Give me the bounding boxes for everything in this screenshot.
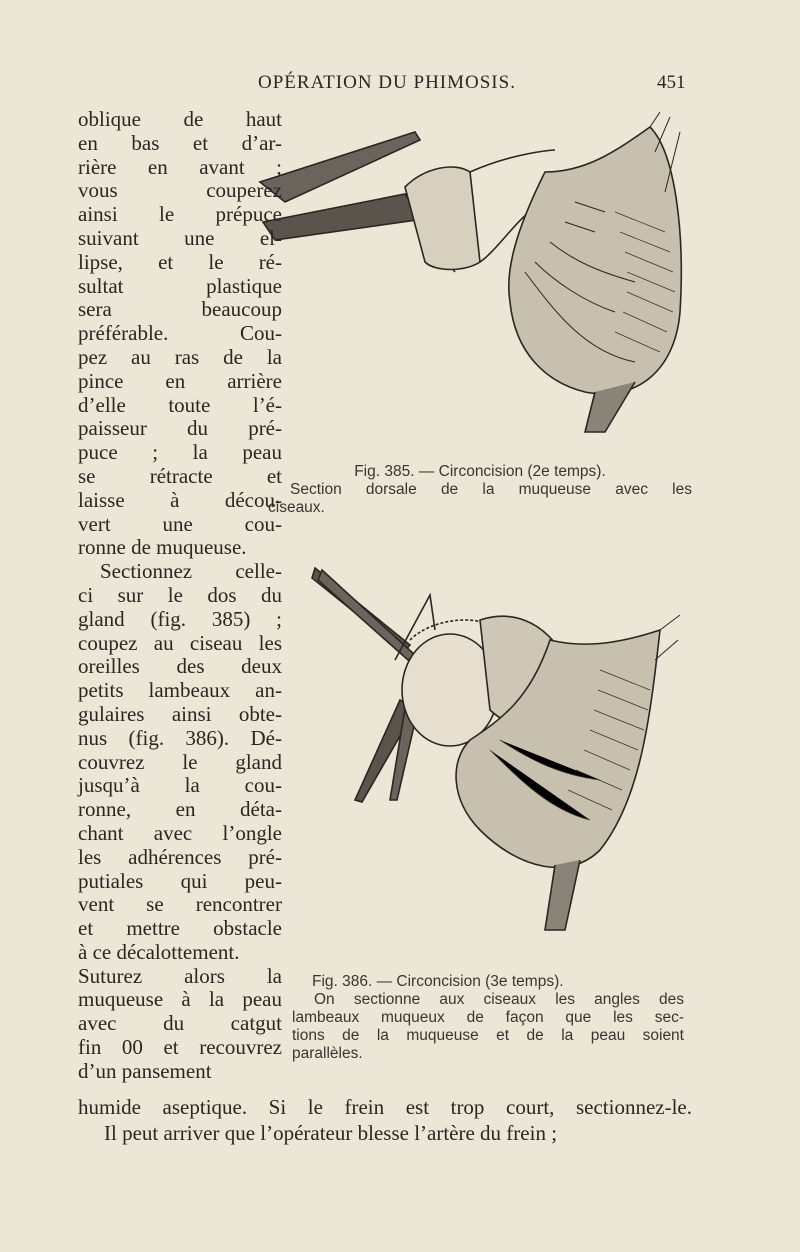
body-text-line: jusqu’à la cou- [78, 773, 282, 798]
body-text-line: d’un pansement [78, 1058, 212, 1083]
figure-386-caption [292, 973, 684, 1063]
body-text-line: pez au ras de la [78, 344, 282, 369]
figure-385-title: Fig. 385. — Circoncision (2e temps). [354, 463, 606, 480]
figure-386-line1: On sectionne aux ciseaux les angles des [314, 991, 684, 1008]
body-text-line: d’elle toute l’é- [78, 392, 282, 417]
body-text-line: préférable. Cou- [78, 321, 282, 346]
running-title: OPÉRATION DU PHIMOSIS. [258, 72, 516, 93]
body-text-line: suivant une el- [78, 225, 282, 250]
page-header [0, 72, 800, 102]
body-text-line: oblique de haut [78, 107, 282, 131]
body-text-line: fin 00 et recouvrez [78, 1035, 282, 1060]
body-text-line: gland (fig. 385) ; [78, 606, 282, 631]
body-text-line: lipse, et le ré- [78, 249, 282, 274]
body-text-line-final-2: Il peut arriver que l’opérateur blesse l’artère du frein ; [104, 1121, 558, 1145]
body-text-line: oreilles des deux [78, 654, 282, 679]
body-text-line: se rétracte et [78, 463, 282, 488]
body-text-line: nus (fig. 386). Dé- [78, 725, 282, 750]
body-text-line: avec du catgut [78, 1011, 282, 1036]
body-text-line: ci sur le dos du [78, 582, 282, 607]
body-text-line: gulaires ainsi obte- [78, 701, 282, 726]
body-text-line: Suturez alors la [78, 963, 282, 988]
figure-385-illustration [255, 112, 695, 457]
body-text-line: sera beaucoup [78, 297, 282, 322]
body-text-line: laisse à décou- [78, 487, 282, 512]
body-text-line: ronne, en déta- [78, 797, 282, 822]
figure-386-title: Fig. 386. — Circoncision (3e temps). [312, 973, 564, 990]
figure-386-line3: tions de la muqueuse et de la peau soient [292, 1027, 684, 1044]
figure-386-line2: lambeaux muqueux de façon que les sec- [292, 1009, 684, 1026]
figure-385-caption [268, 463, 692, 517]
body-text-line: Sectionnez celle- [100, 559, 282, 584]
body-text-line: rière en avant ; [78, 154, 282, 179]
body-text-line: et mettre obstacle [78, 916, 282, 941]
figure-386-line4: parallèles. [292, 1045, 363, 1062]
body-text-line: pince en arrière [78, 368, 282, 393]
figure-385-line2: ciseaux. [268, 499, 325, 516]
body-text-line: petits lambeaux an- [78, 678, 282, 703]
body-text-line: vent se rencontrer [78, 892, 282, 917]
body-text-line: muqueuse à la peau [78, 987, 282, 1012]
body-text-line: en bas et d’ar- [78, 130, 282, 155]
body-text-line: couvrez le gland [78, 749, 282, 774]
body-text-line: sultat plastique [78, 273, 282, 298]
body-text-line: paisseur du pré- [78, 416, 282, 441]
body-text-line: vert une cou- [78, 511, 282, 536]
body-text-column [78, 108, 282, 1084]
body-text-line: vous couperez [78, 178, 282, 203]
body-text-line: ainsi le prépuce [78, 202, 282, 227]
body-text-line-final-1: humide aseptique. Si le frein est trop court, sectionnez-le. [78, 1095, 692, 1119]
figure-385-line1: Section dorsale de la muqueuse avec les [290, 481, 692, 498]
body-text-line: à ce décalottement. [78, 939, 240, 964]
body-text-line: les adhérences pré- [78, 844, 282, 869]
page-number: 451 [657, 72, 686, 93]
body-text-line: putiales qui peu- [78, 868, 282, 893]
body-text-line: puce ; la peau [78, 440, 282, 465]
body-text-line: coupez au ciseau les [78, 630, 282, 655]
body-text-line: chant avec l’ongle [78, 820, 282, 845]
body-text-line: ronne de muqueuse. [78, 535, 247, 560]
figure-386-illustration [300, 560, 690, 955]
